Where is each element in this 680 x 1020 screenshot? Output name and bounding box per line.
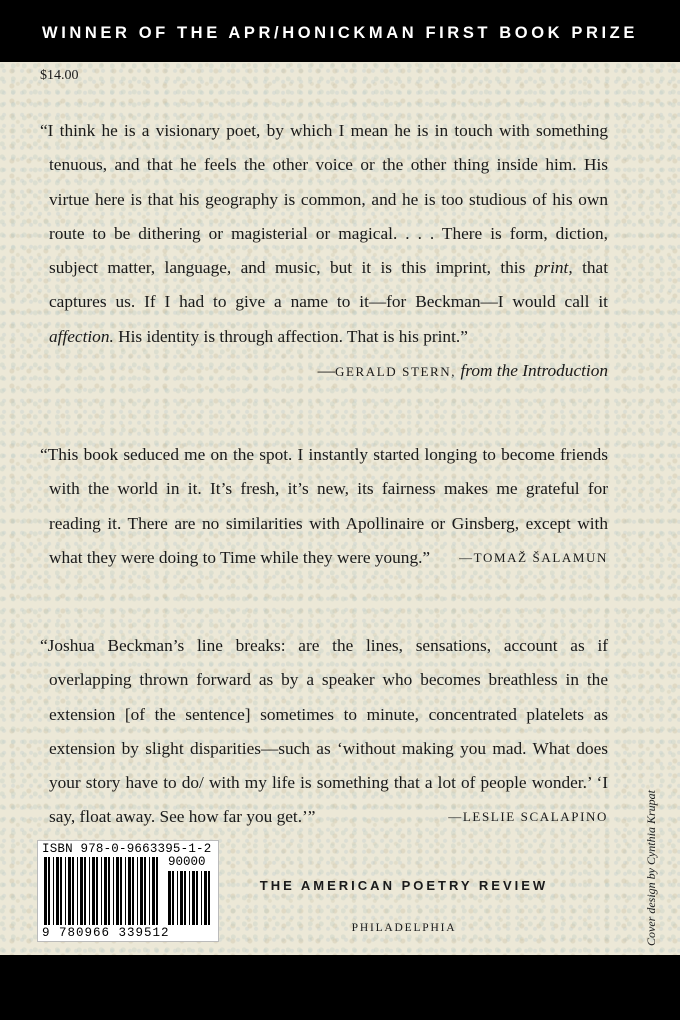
barcode-bar — [152, 857, 155, 925]
blurb-text: “Joshua Beckman’s line breaks: are the lines, sensations, account as if overlapping thrown forward as by a speaker who becomes breathless in the extension [of the sentence] sometimes to minute, concentrated platelets as extension by slight disparities—such as ‘without making you mad. What does your story have to do/ with my life is something that a lot of people wonder.’ ‘I say, float away. See how far you get.’” —LESLIE SCALAPINO — [40, 629, 608, 835]
barcode-bar — [168, 871, 171, 925]
barcode-bar — [208, 871, 210, 925]
barcode-bar — [144, 857, 146, 925]
barcode-bar — [149, 857, 150, 925]
barcode-bar — [137, 857, 138, 925]
barcode-bar — [132, 857, 134, 925]
barcode-bar — [201, 871, 202, 925]
barcode-bar — [44, 857, 47, 925]
cover-design-credit: Cover design by Cynthia Krupat — [644, 790, 658, 946]
blurb-attribution: —TOMAŽ ŠALAMUN — [459, 549, 608, 565]
barcode-bar — [65, 857, 66, 925]
price: $14.00 — [40, 68, 79, 83]
barcode-bar — [60, 857, 62, 925]
bottom-bar — [0, 955, 680, 1020]
barcode-bar — [96, 857, 98, 925]
barcode-bar — [128, 857, 131, 925]
barcode-bar — [116, 857, 119, 925]
price-code: 90000 — [168, 855, 206, 869]
blurb-text: “This book seduced me on the spot. I instantly started longing to become friends with the world in it. It’s fresh, it’s new, its fairness makes me grateful for reading it. There are no similarities with Apollinaire or Ginsberg, except with what they were doing to Time while they were young.” —TOMAŽ ŠALAMUN — [40, 438, 608, 575]
barcode-bar — [84, 857, 86, 925]
barcode-bar — [53, 857, 54, 925]
blurb-stern — [40, 114, 608, 389]
blurb-scalapino — [40, 629, 608, 835]
barcode-bar — [89, 857, 90, 925]
barcode-bar — [156, 857, 158, 925]
barcode-bar — [104, 857, 107, 925]
barcode-bar — [120, 857, 122, 925]
blurb-attribution: —LESLIE SCALAPINO — [448, 809, 608, 825]
barcode-bar — [56, 857, 59, 925]
barcode-bar — [108, 857, 110, 925]
barcode-bars — [44, 857, 162, 925]
barcode-bar — [204, 871, 207, 925]
isbn-number: ISBN 978-0-9663395-1-2 — [42, 842, 212, 856]
barcode-bar — [140, 857, 143, 925]
barcode-bar — [177, 871, 178, 925]
barcode-bar — [172, 871, 174, 925]
supplemental-barcode-bars — [168, 871, 212, 925]
barcode-bar — [68, 857, 71, 925]
prize-banner: WINNER OF THE APR/HONICKMAN FIRST BOOK PRIZE — [0, 0, 680, 62]
barcode-bar — [77, 857, 78, 925]
barcode-bar — [125, 857, 126, 925]
barcode-bar — [80, 857, 83, 925]
blurb-salamun — [40, 438, 608, 575]
barcode-bar — [92, 857, 95, 925]
barcode-bar — [101, 857, 102, 925]
barcode-bar — [72, 857, 74, 925]
barcode-bar — [48, 857, 50, 925]
barcode-bar — [184, 871, 186, 925]
publisher-name: THE AMERICAN POETRY REVIEW — [259, 878, 549, 893]
barcode-bar — [113, 857, 114, 925]
back-cover — [0, 62, 680, 955]
barcode-bar — [196, 871, 198, 925]
publisher-city: PHILADELPHIA — [351, 922, 457, 934]
barcode-bar — [192, 871, 195, 925]
blurb-text: “I think he is a visionary poet, by which I mean he is in touch with something tenuous, and that he feels the other voice or the other thing inside him. His virtue here is that his geography is common, and he is too studious of his own route to be dithering or magisterial or magical. . . . There is form, diction, subject matter, language, and music, but it is this imprint, this print, that captures us. If I had to give a name to it—for Beckman—I would call it affection. His identity is through affection. That is his print.” — [40, 121, 609, 346]
barcode-bar — [189, 871, 190, 925]
ean-digits: 9 780966 339512 — [42, 926, 170, 940]
blurb-attribution: —GERALD STERN, from the Introduction — [317, 361, 608, 381]
barcode-bar — [180, 871, 183, 925]
isbn-barcode — [37, 840, 219, 942]
